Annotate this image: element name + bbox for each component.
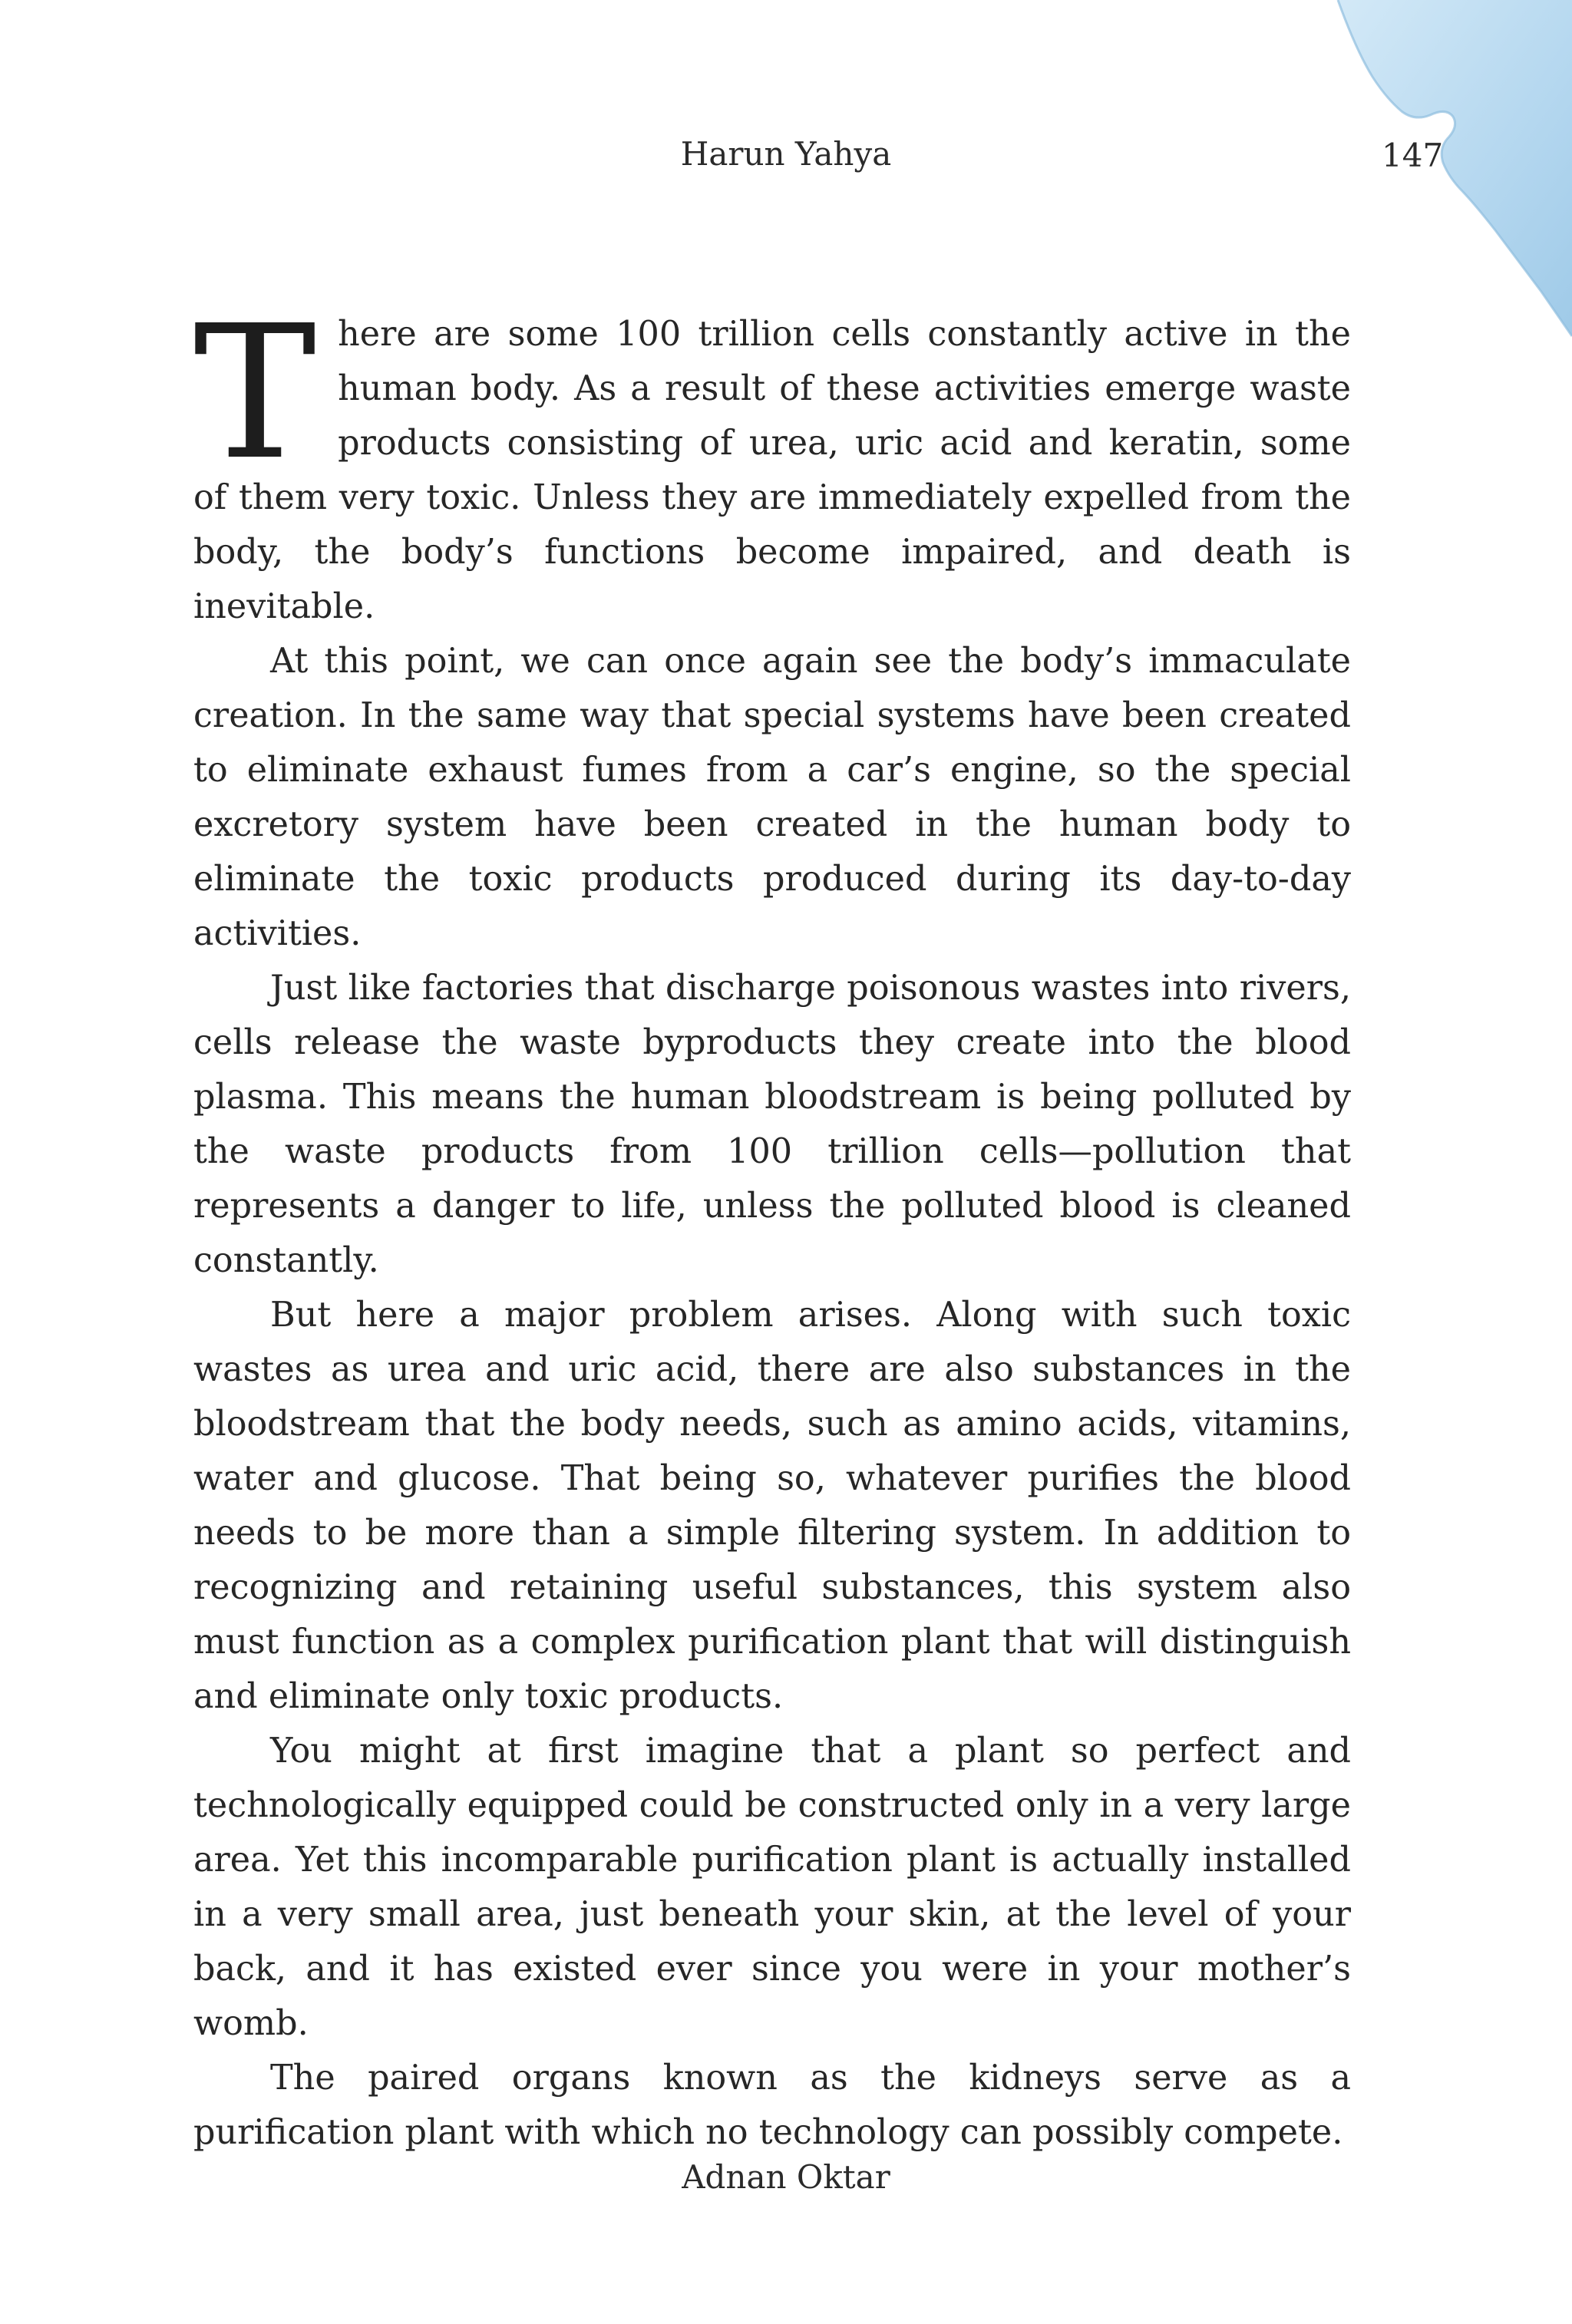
- paragraph-6: The paired organs known as the kidneys serve as a purification plant with which no technology can possibly compete.: [193, 2058, 1351, 2152]
- paragraph-2: At this point, we can once again see the body’s immaculate creation. In the same way that special systems have been created to eliminate exhaust fumes from a car’s engine, so the special excretory system have been created in the human body to eliminate the toxic products produced during its day-to-day activities.: [193, 642, 1351, 953]
- paragraph-4: But here a major problem arises. Along with such toxic wastes as urea and uric acid, there are also substances in the bloodstream that the body needs, such as amino acids, vitamins, water and glucose. That being so, whatever purifies the blood needs to be more than a simple filtering system. In addition to recognizing and retaining useful substances, this system also must function as a complex purification plant that will distinguish and eliminate only toxic products.: [193, 1296, 1351, 1716]
- paragraph-3: Just like factories that discharge poisonous wastes into rivers, cells release the waste byproducts they create into the blood plasma. This means the human bloodstream is being polluted by the waste products from 100 trillion cells—pollution that represents a danger to life, unless the polluted blood is cleaned constantly.: [193, 969, 1351, 1280]
- drop-cap: T: [193, 286, 317, 500]
- body-text: [193, 286, 1351, 2160]
- paragraph-1: [193, 286, 1351, 634]
- running-head: Harun Yahya: [680, 135, 892, 173]
- page-number: 147: [1382, 137, 1444, 174]
- running-foot: Adnan Oktar: [682, 2158, 890, 2196]
- paragraph-1-text: here are some 100 trillion cells constantly active in the human body. As a result of these activities emerge waste products consisting of urea, uric acid and keratin, some of them very toxic. Unless they are immediately expelled from the body, the body’s functions become impaired, and death is inevitable.: [193, 315, 1351, 626]
- paragraph-5: You might at first imagine that a plant so perfect and technologically equipped could be constructed only in a very large area. Yet this incomparable purification plant is actually installed in a very small area, just beneath your skin, at the level of your back, and it has existed ever since you were in your mother’s womb.: [193, 1731, 1351, 2043]
